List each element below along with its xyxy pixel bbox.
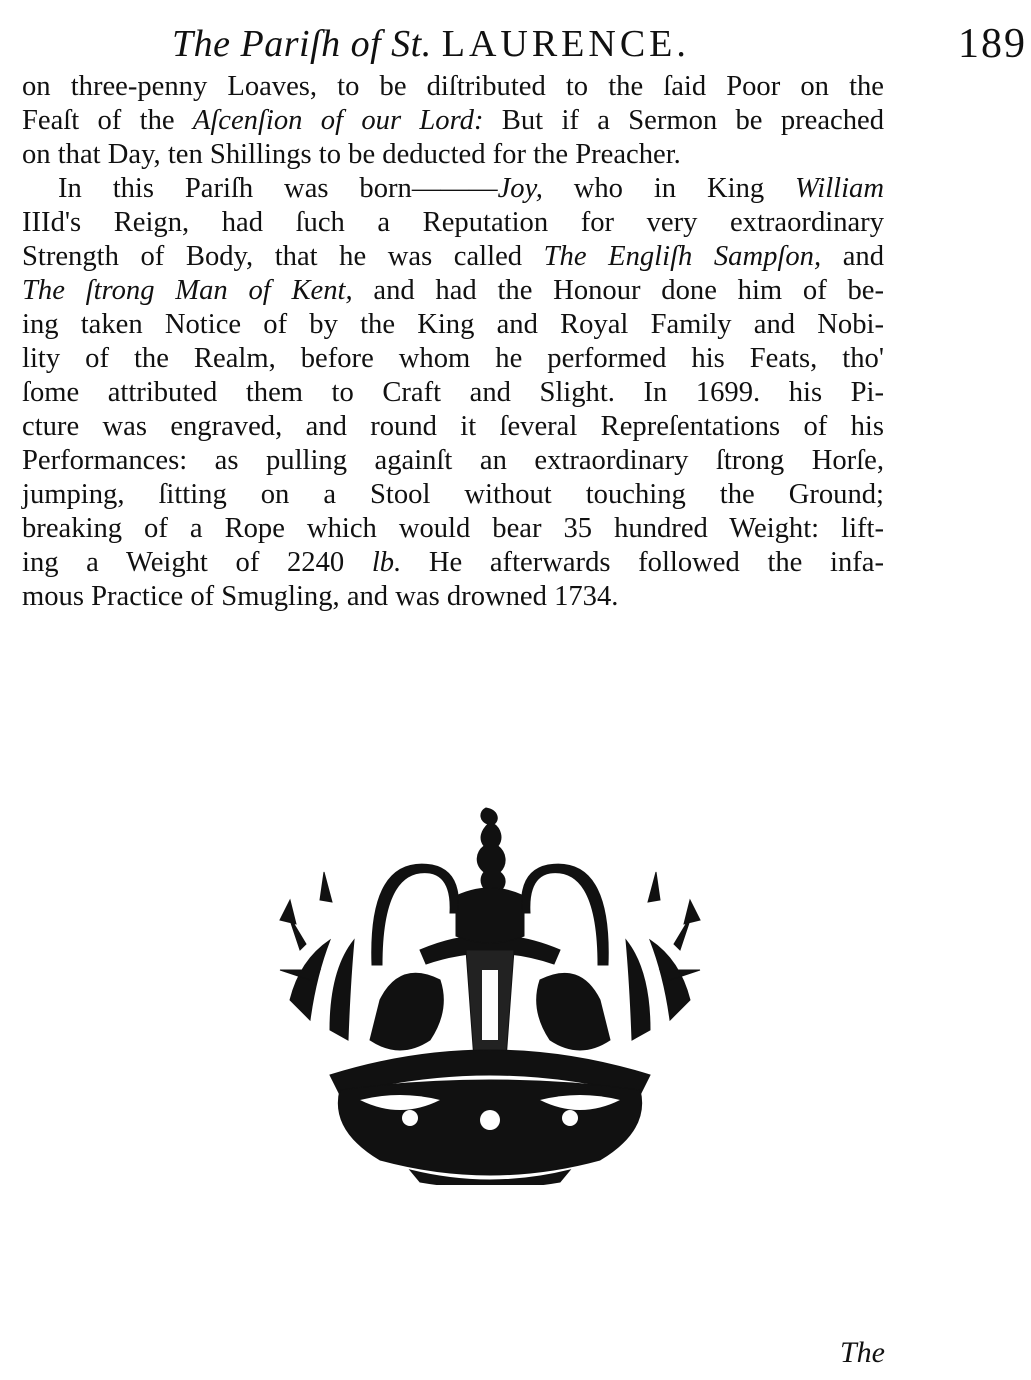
paragraph1-line: on that Day, ten Shillings to be deducted for the Preacher. xyxy=(22,139,681,170)
paragraph2-line: cture was engraved, and round it ſeveral Repreſentations of his xyxy=(22,411,884,442)
paragraph2-line: lity of the Realm, before whom he performed his Feats, tho' xyxy=(22,343,884,374)
paragraph2-line: jumping, ſitting on a Stool without touching the Ground; xyxy=(22,479,884,510)
paragraph2-line: breaking of a Rope which would bear 35 hundred Weight: lift- xyxy=(22,513,884,544)
paragraph2-line: ing taken Notice of by the King and Royal Family and Nobi- xyxy=(22,309,884,340)
paragraph2-line: In this Pariſh was born———Joy, who in King William xyxy=(58,173,884,204)
paragraph2-line: Performances: as pulling againſt an extraordinary ſtrong Horſe, xyxy=(22,445,884,476)
fountain-crown-tailpiece-icon xyxy=(260,800,720,1185)
paragraph1-line: on three-penny Loaves, to be diſtributed to the ſaid Poor on the xyxy=(22,71,884,102)
paragraph2-line: ing a Weight of 2240 lb. He afterwards followed the infa- xyxy=(22,547,884,578)
running-title-italic: The Pariſh of St. xyxy=(172,23,432,65)
paragraph2-line: The ſtrong Man of Kent, and had the Honour done him of be- xyxy=(22,275,884,306)
paragraph2-line: Strength of Body, that he was called The Engliſh Sampſon, and xyxy=(22,241,884,272)
running-title xyxy=(172,22,690,66)
page-number: 189 xyxy=(958,21,1027,67)
paragraph1-line: Feaſt of the Aſcenſion of our Lord: But if a Sermon be preached xyxy=(22,105,884,136)
running-title-caps: LAURENCE. xyxy=(441,23,690,65)
paragraph2-line: ſome attributed them to Craft and Slight. In 1699. his Pi- xyxy=(22,377,884,408)
paragraph2-line: mous Practice of Smugling, and was drowned 1734. xyxy=(22,581,619,612)
paragraph2-line: IIId's Reign, had ſuch a Reputation for very extraordinary xyxy=(22,207,884,238)
catchword: The xyxy=(840,1336,885,1369)
body-text xyxy=(22,70,884,614)
running-header xyxy=(0,14,1031,74)
